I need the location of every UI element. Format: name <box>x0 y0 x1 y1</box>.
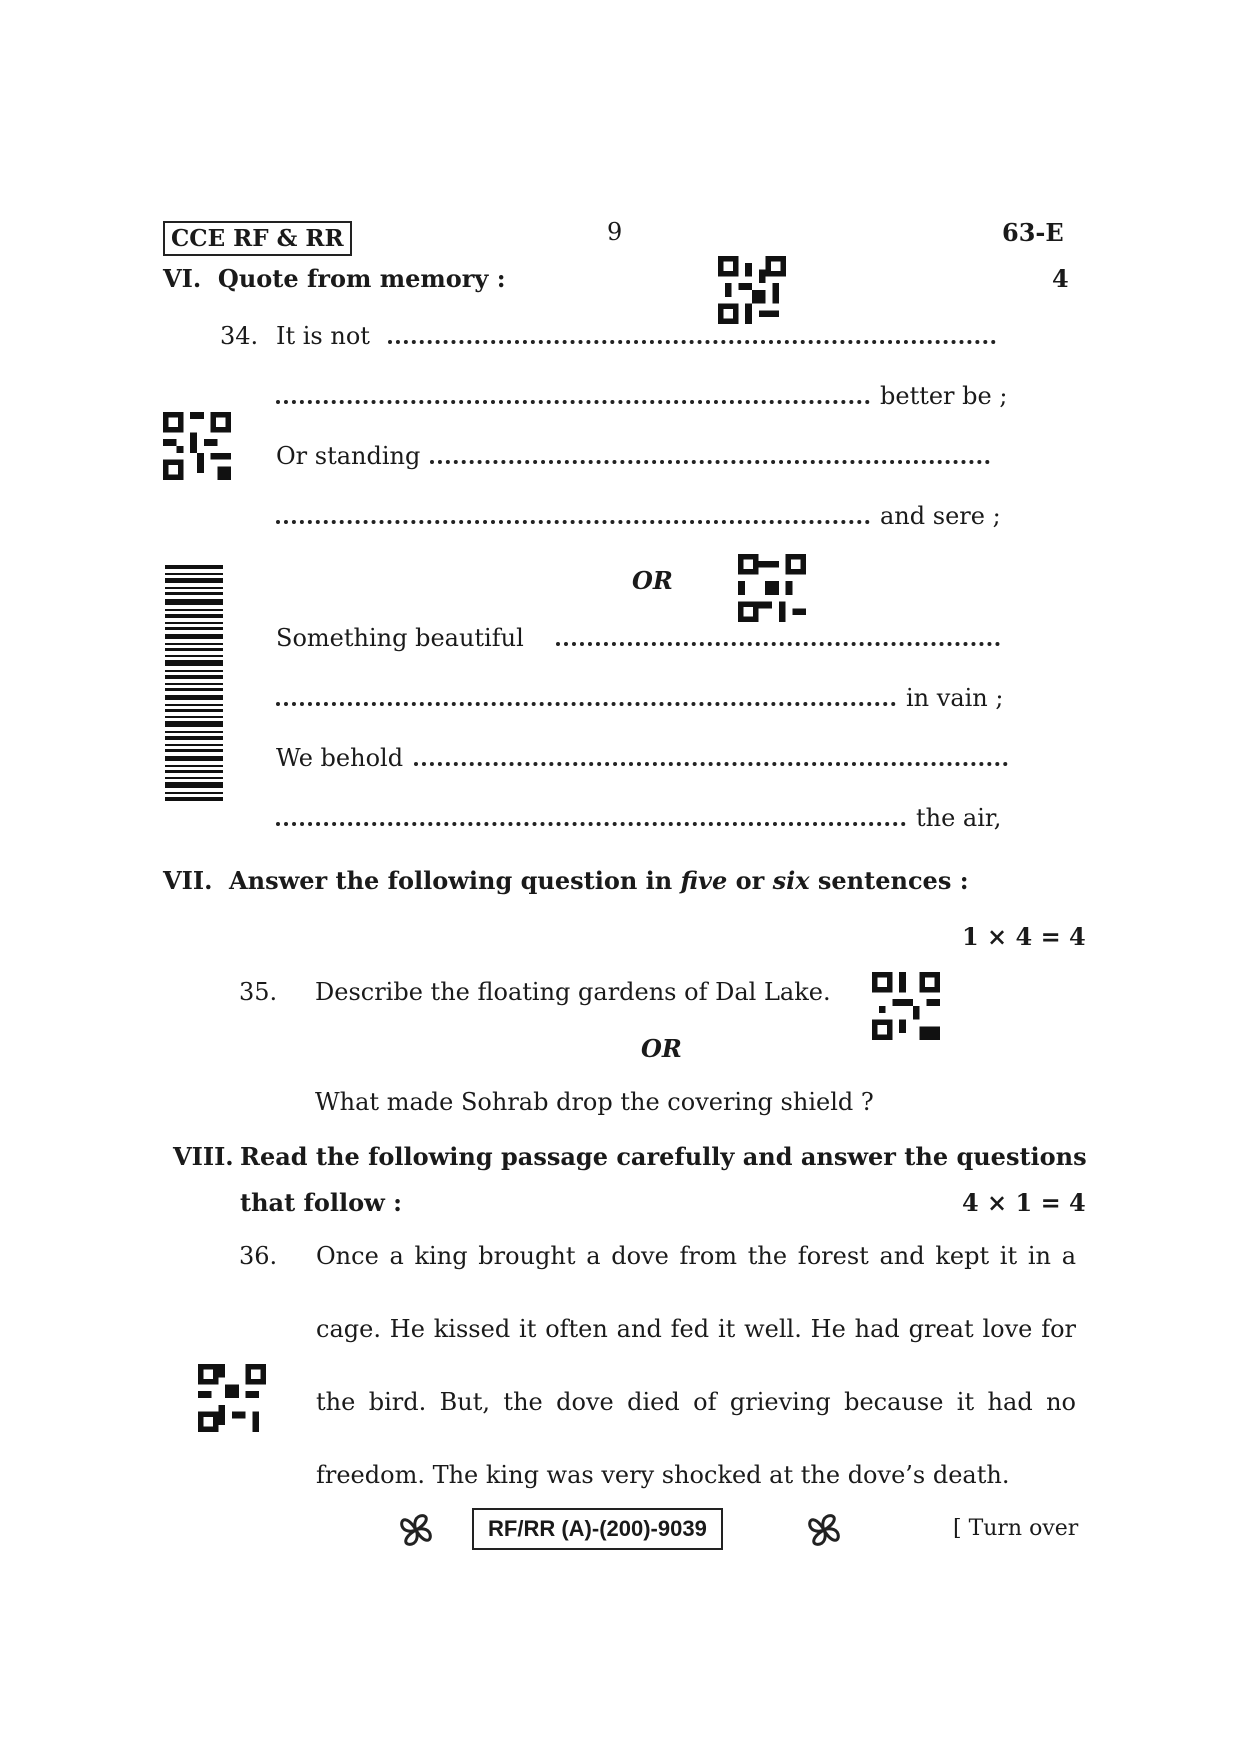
footer-code-box: RF/RR (A)-(200)-9039 <box>472 1508 723 1550</box>
answer-blank[interactable] <box>276 520 870 524</box>
header-left-box: CCE RF & RR <box>163 221 352 256</box>
turn-over-text: [ Turn over <box>953 1516 1079 1541</box>
section-7-heading: Answer the following question in five or six sentences : <box>229 866 969 895</box>
quote-line-2: better be ; <box>880 382 1008 410</box>
question-34-number: 34. <box>220 322 259 350</box>
answer-blank[interactable] <box>276 822 906 826</box>
question-35-alt-text: What made Sohrab drop the covering shield ? <box>315 1088 874 1116</box>
section-7-marks: 1 × 4 = 4 <box>962 922 1086 951</box>
qr-code-icon <box>718 256 786 324</box>
question-35-number: 35. <box>239 978 278 1006</box>
answer-blank[interactable] <box>388 340 996 344</box>
passage-line-2: cage. He kissed it often and fed it well. He had great love for <box>316 1315 1076 1343</box>
section-6-heading: VI. Quote from memory : <box>163 264 506 293</box>
alt-quote-line-2: in vain ; <box>906 684 1004 712</box>
answer-blank[interactable] <box>276 400 870 404</box>
section-7-number: VII. <box>163 866 213 895</box>
alt-quote-line-1: Something beautiful <box>276 624 524 652</box>
section-8-marks: 4 × 1 = 4 <box>962 1188 1086 1217</box>
paper-code: 63-E <box>1002 218 1064 247</box>
quote-line-3: Or standing <box>276 442 421 470</box>
qr-code-icon <box>198 1364 266 1432</box>
answer-blank[interactable] <box>414 762 1008 766</box>
answer-blank[interactable] <box>556 642 1000 646</box>
passage-line-3: the bird. But, the dove died of grieving because it had no <box>316 1388 1076 1416</box>
quote-line-1: It is not <box>276 322 370 350</box>
barcode-icon <box>165 565 223 801</box>
passage-line-4: freedom. The king was very shocked at the dove’s death. <box>316 1461 1010 1489</box>
page-number: 9 <box>607 218 623 246</box>
qr-code-icon <box>738 554 806 622</box>
question-35-text: Describe the floating gardens of Dal Lake. <box>315 978 831 1006</box>
section-8-heading-line-2: that follow : <box>240 1188 402 1217</box>
question-36-number: 36. <box>239 1242 278 1270</box>
or-label: OR <box>641 1034 682 1063</box>
section-6-marks: 4 <box>1052 264 1069 293</box>
answer-blank[interactable] <box>430 460 990 464</box>
ornament-icon <box>806 1512 842 1548</box>
alt-quote-line-4: the air, <box>916 804 1002 832</box>
qr-code-icon <box>872 972 940 1040</box>
section-8-heading-line-1: Read the following passage carefully and answer the questions <box>240 1142 1087 1171</box>
or-label: OR <box>632 566 673 595</box>
section-8-number: VIII. <box>173 1142 234 1171</box>
passage-line-1: Once a king brought a dove from the forest and kept it in a <box>316 1242 1076 1270</box>
answer-blank[interactable] <box>276 702 896 706</box>
alt-quote-line-3: We behold <box>276 744 404 772</box>
qr-code-icon <box>163 412 231 480</box>
ornament-icon <box>398 1512 434 1548</box>
quote-line-4: and sere ; <box>880 502 1001 530</box>
